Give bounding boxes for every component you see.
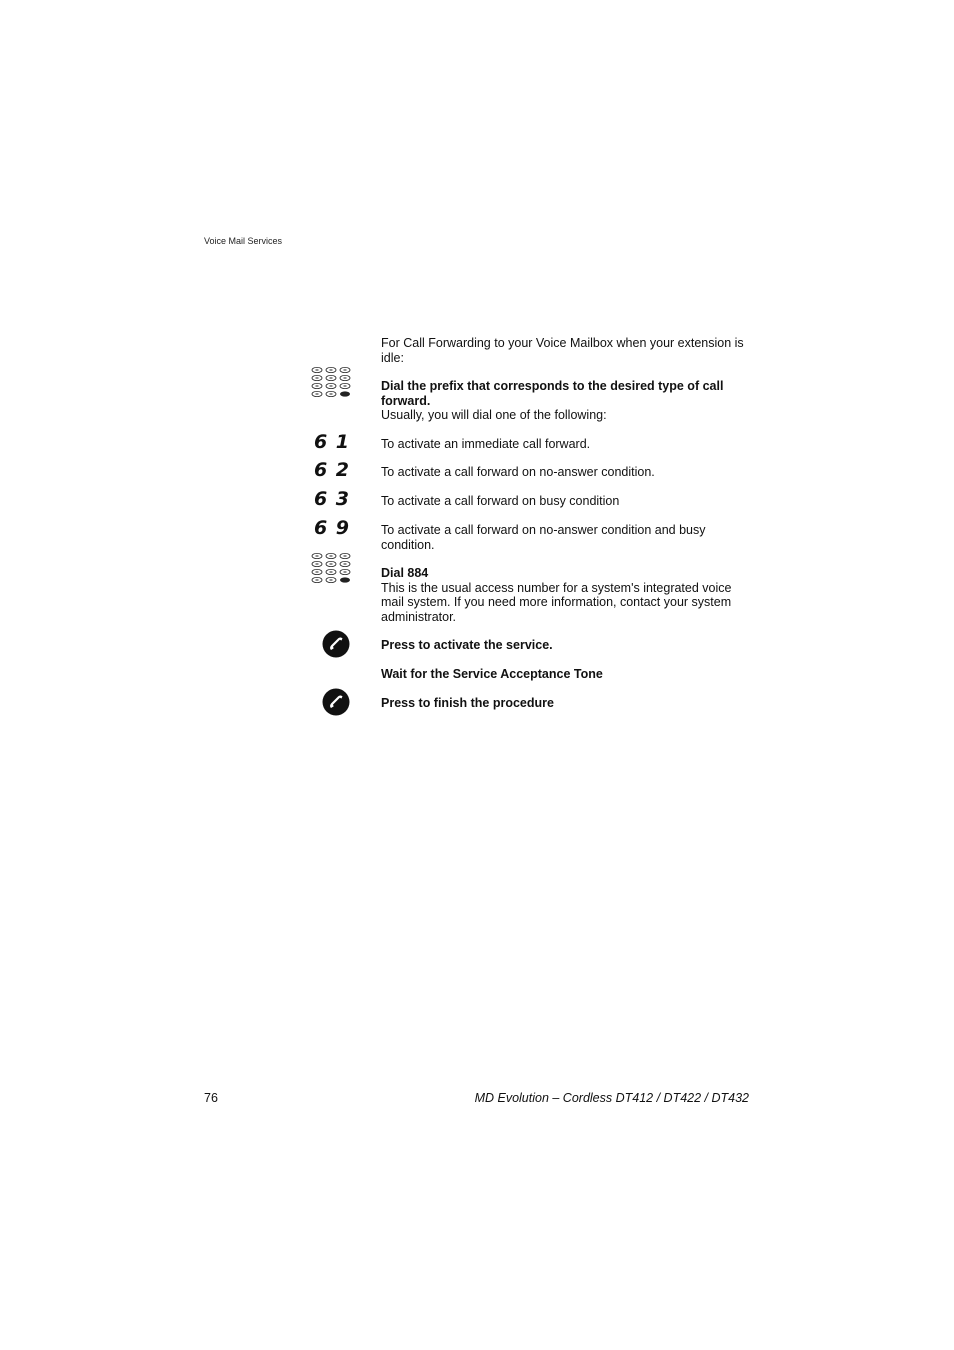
keypad-icon: [310, 552, 352, 586]
press-finish-instruction: Press to finish the procedure: [381, 696, 554, 710]
code-62: 6 2: [313, 459, 350, 481]
dial-884-instruction: Dial 884: [381, 566, 429, 580]
keypad-icon: [310, 366, 352, 400]
code-63-description: To activate a call forward on busy condition: [381, 494, 620, 508]
code-61-description: To activate an immediate call forward.: [381, 437, 591, 451]
phone-handset-icon: [322, 688, 350, 716]
press-activate-instruction: Press to activate the service.: [381, 638, 553, 652]
code-63: 6 3: [313, 488, 350, 510]
document-title: MD Evolution – Cordless DT412 / DT422 / DT432: [474, 1091, 749, 1105]
wait-tone-instruction: Wait for the Service Acceptance Tone: [381, 667, 603, 681]
dial-884-note: This is the usual access number for a system's integrated voice mail system. If you need more information, contact your system administrator.: [381, 580, 732, 624]
intro-text: For Call Forwarding to your Voice Mailbox when your extension is idle:: [381, 336, 744, 365]
section-header: Voice Mail Services: [204, 236, 283, 246]
dial-prefix-note: Usually, you will dial one of the following:: [381, 408, 607, 422]
code-69-description: To activate a call forward on no-answer condition and busy condition.: [381, 523, 706, 552]
page-number: 76: [204, 1091, 218, 1105]
code-61: 6 1: [313, 431, 350, 453]
code-69: 6 9: [313, 517, 350, 539]
code-62-description: To activate a call forward on no-answer condition.: [381, 465, 655, 479]
dial-prefix-instruction: Dial the prefix that corresponds to the desired type of call forward.: [381, 379, 724, 408]
phone-handset-icon: [322, 630, 350, 658]
